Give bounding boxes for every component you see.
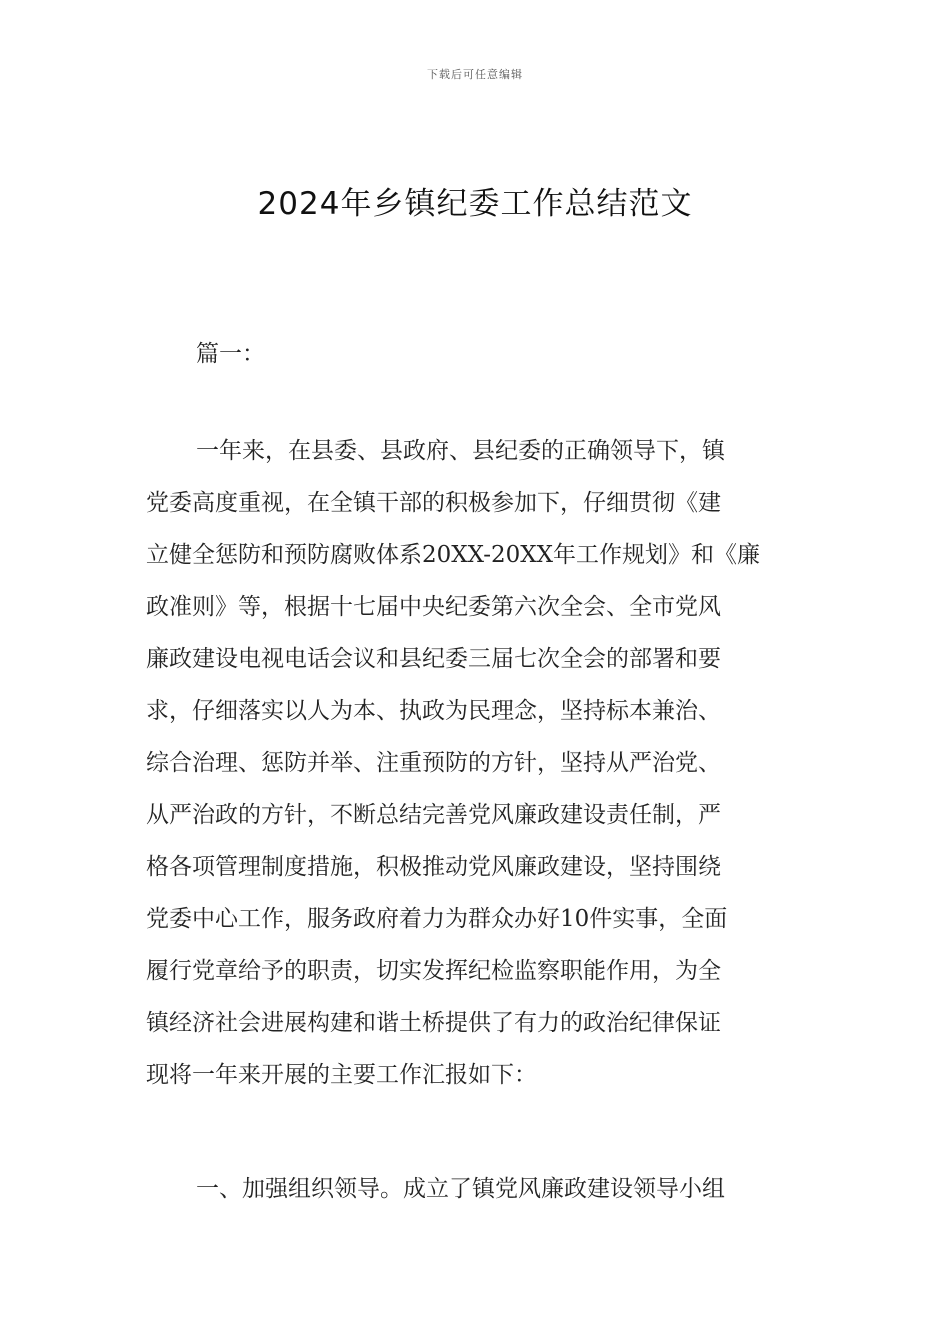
paragraph-2: 一、加强组织领导。成立了镇党风廉政建设领导小组 xyxy=(196,1176,725,1202)
paragraph-line: 立健全惩防和预防腐败体系20XX-20XX年工作规划》和《廉 xyxy=(146,542,760,568)
paragraph-1 xyxy=(146,425,816,1101)
paragraph-line: 格各项管理制度措施，积极推动党风廉政建设，坚持围绕 xyxy=(146,854,721,880)
paragraph-line: 求，仔细落实以人为本、执政为民理念，坚持标本兼治、 xyxy=(146,698,721,724)
section-label: 篇一： xyxy=(196,341,265,367)
header-note: 下载后可任意编辑 xyxy=(427,68,523,81)
paragraph-line: 履行党章给予的职责，切实发挥纪检监察职能作用，为全 xyxy=(146,958,721,984)
paragraph-line: 廉政建设电视电话会议和县纪委三届七次全会的部署和要 xyxy=(146,646,721,672)
paragraph-line: 政准则》等，根据十七届中央纪委第六次全会、全市党风 xyxy=(146,594,721,620)
paragraph-line: 镇经济社会进展构建和谐土桥提供了有力的政治纪律保证 xyxy=(146,1010,721,1036)
paragraph-line: 现将一年来开展的主要工作汇报如下： xyxy=(146,1062,537,1088)
paragraph-line: 党委高度重视，在全镇干部的积极参加下，仔细贯彻《建 xyxy=(146,490,721,516)
document-title: 2024年乡镇纪委工作总结范文 xyxy=(257,186,693,222)
paragraph-line: 一年来，在县委、县政府、县纪委的正确领导下，镇 xyxy=(196,438,725,464)
paragraph-line: 从严治政的方针，不断总结完善党风廉政建设责任制，严 xyxy=(146,802,721,828)
paragraph-line: 综合治理、惩防并举、注重预防的方针，坚持从严治党、 xyxy=(146,750,721,776)
paragraph-line: 党委中心工作，服务政府着力为群众办好10件实事，全面 xyxy=(146,906,728,932)
